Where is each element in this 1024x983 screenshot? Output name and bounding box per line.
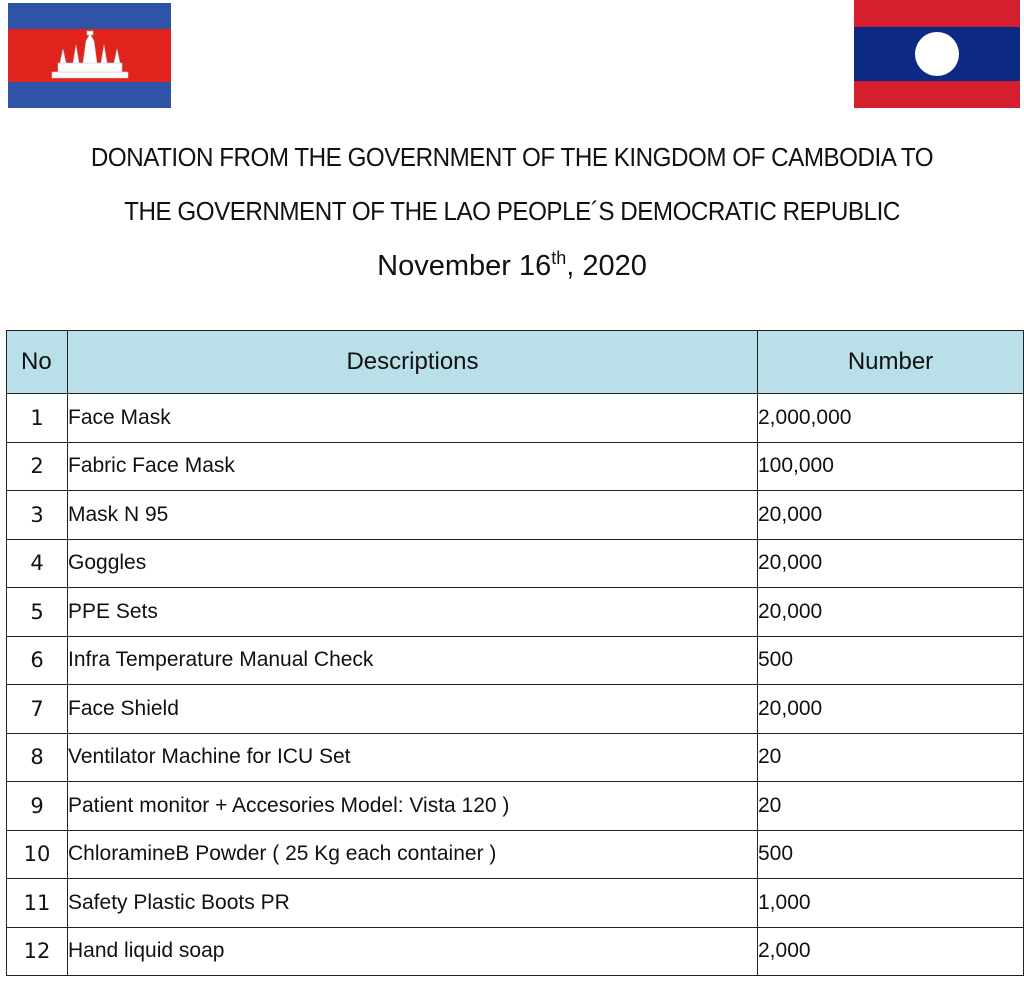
item-description: Fabric Face Mask <box>68 442 758 491</box>
table-row <box>7 927 1024 976</box>
table-row <box>7 685 1024 734</box>
item-quantity: 20,000 <box>758 539 1024 588</box>
item-description: Face Shield <box>68 685 758 734</box>
table-row <box>7 442 1024 491</box>
row-number: 7 <box>7 685 68 734</box>
table-row <box>7 879 1024 928</box>
white-disc <box>915 32 959 76</box>
item-quantity: 20 <box>758 733 1024 782</box>
item-description: Safety Plastic Boots PR <box>68 879 758 928</box>
item-quantity: 20,000 <box>758 588 1024 637</box>
date-year: , 2020 <box>566 250 647 282</box>
item-quantity: 100,000 <box>758 442 1024 491</box>
table-row <box>7 588 1024 637</box>
item-quantity: 20,000 <box>758 685 1024 734</box>
item-description: Hand liquid soap <box>68 927 758 976</box>
column-header-number: Number <box>758 331 1024 394</box>
item-quantity: 500 <box>758 636 1024 685</box>
row-number: 10 <box>7 830 68 879</box>
item-description: Face Mask <box>68 394 758 443</box>
cambodia-flag <box>8 3 171 108</box>
table-row <box>7 782 1024 831</box>
donation-date <box>0 250 1024 283</box>
row-number: 6 <box>7 636 68 685</box>
row-number: 11 <box>7 879 68 928</box>
title-line-2: THE GOVERNMENT OF THE LAO PEOPLE´S DEMOCRATIC REPUBLIC <box>124 196 900 226</box>
row-number: 2 <box>7 442 68 491</box>
table-row <box>7 394 1024 443</box>
row-number: 5 <box>7 588 68 637</box>
row-number: 4 <box>7 539 68 588</box>
item-quantity: 2,000,000 <box>758 394 1024 443</box>
item-description: Infra Temperature Manual Check <box>68 636 758 685</box>
item-description: Mask N 95 <box>68 491 758 540</box>
laos-flag <box>854 0 1020 108</box>
table-row <box>7 830 1024 879</box>
item-description: ChloramineB Powder ( 25 Kg each container ) <box>68 830 758 879</box>
item-quantity: 500 <box>758 830 1024 879</box>
row-number: 1 <box>7 394 68 443</box>
column-header-no: No <box>7 331 68 394</box>
row-number: 3 <box>7 491 68 540</box>
item-description: Ventilator Machine for ICU Set <box>68 733 758 782</box>
date-ordinal-suffix: th <box>551 248 567 268</box>
item-description: PPE Sets <box>68 588 758 637</box>
row-number: 12 <box>7 927 68 976</box>
item-quantity: 1,000 <box>758 879 1024 928</box>
item-description: Goggles <box>68 539 758 588</box>
table-row <box>7 491 1024 540</box>
table-row <box>7 539 1024 588</box>
donation-table <box>6 330 1024 976</box>
title-line-1: DONATION FROM THE GOVERNMENT OF THE KINGDOM OF CAMBODIA TO <box>90 142 934 172</box>
table-header-row <box>7 331 1024 394</box>
item-quantity: 20 <box>758 782 1024 831</box>
date-month-day: November 16 <box>377 250 552 282</box>
row-number: 9 <box>7 782 68 831</box>
item-description: Patient monitor + Accesories Model: Vista 120 ) <box>68 782 758 831</box>
item-quantity: 20,000 <box>758 491 1024 540</box>
table-row <box>7 733 1024 782</box>
table-row <box>7 636 1024 685</box>
column-header-descriptions: Descriptions <box>68 331 758 394</box>
item-quantity: 2,000 <box>758 927 1024 976</box>
row-number: 8 <box>7 733 68 782</box>
